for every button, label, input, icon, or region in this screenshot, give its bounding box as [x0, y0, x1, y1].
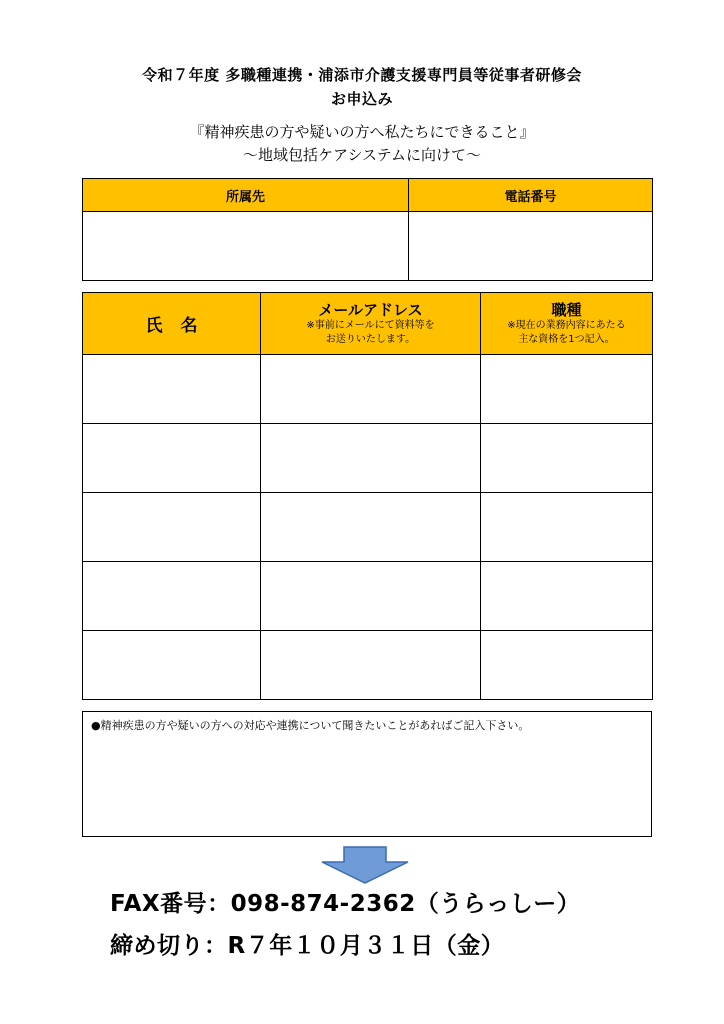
comment-field[interactable]	[82, 711, 652, 837]
email-field[interactable]	[261, 562, 481, 631]
table-row	[83, 562, 653, 631]
document-subtitle-line2: ～地域包括ケアシステムに向けて～	[243, 146, 481, 164]
email-field[interactable]	[261, 424, 481, 493]
affiliation-table	[82, 178, 653, 281]
participants-table	[82, 292, 653, 700]
job-field[interactable]	[481, 631, 653, 700]
email-header-note-line2: お送りいたします。	[325, 333, 416, 345]
job-field[interactable]	[481, 562, 653, 631]
job-header-note-line2: 主な資格を1つ記入。	[518, 333, 615, 345]
job-field[interactable]	[481, 424, 653, 493]
job-header-note-line1: ※現在の業務内容にあたる	[507, 319, 626, 331]
job-header	[481, 293, 653, 355]
email-header-label: メールアドレス	[318, 300, 423, 319]
job-header-label: 職種	[551, 300, 582, 319]
down-arrow-icon	[320, 846, 410, 884]
name-field[interactable]	[83, 355, 261, 424]
name-field[interactable]	[83, 631, 261, 700]
fax-number: FAX番号：098-874-2362（うらっしー）	[110, 891, 581, 917]
name-field[interactable]	[83, 424, 261, 493]
job-field[interactable]	[481, 355, 653, 424]
email-field[interactable]	[261, 493, 481, 562]
document-title-line2: お申込み	[330, 90, 393, 108]
phone-header: 電話番号	[409, 179, 653, 212]
name-header-label: 氏名	[145, 316, 216, 336]
down-arrow-icon-shape	[322, 847, 408, 883]
table-row	[83, 493, 653, 562]
email-field[interactable]	[261, 355, 481, 424]
job-field[interactable]	[481, 493, 653, 562]
comment-label: ●精神疾患の方や疑いの方への対応や連携について聞きたいことがあればご記入下さい。	[91, 719, 530, 732]
document-title-line1: 令和７年度 多職種連携・浦添市介護支援専門員等従事者研修会	[142, 66, 582, 84]
name-header	[83, 293, 261, 355]
table-row	[83, 424, 653, 493]
table-row	[83, 355, 653, 424]
table-row	[83, 631, 653, 700]
email-header-note-line1: ※事前にメールにて資料等を	[306, 319, 435, 331]
affiliation-field[interactable]	[83, 212, 409, 281]
name-field[interactable]	[83, 493, 261, 562]
email-field[interactable]	[261, 631, 481, 700]
email-header	[261, 293, 481, 355]
name-field[interactable]	[83, 562, 261, 631]
affiliation-header: 所属先	[83, 179, 409, 212]
deadline: 締め切り：R７年１０月３１日（金）	[110, 933, 505, 959]
document-subtitle-line1: 『精神疾患の方や疑いの方へ私たちにできること』	[189, 123, 535, 141]
phone-field[interactable]	[409, 212, 653, 281]
